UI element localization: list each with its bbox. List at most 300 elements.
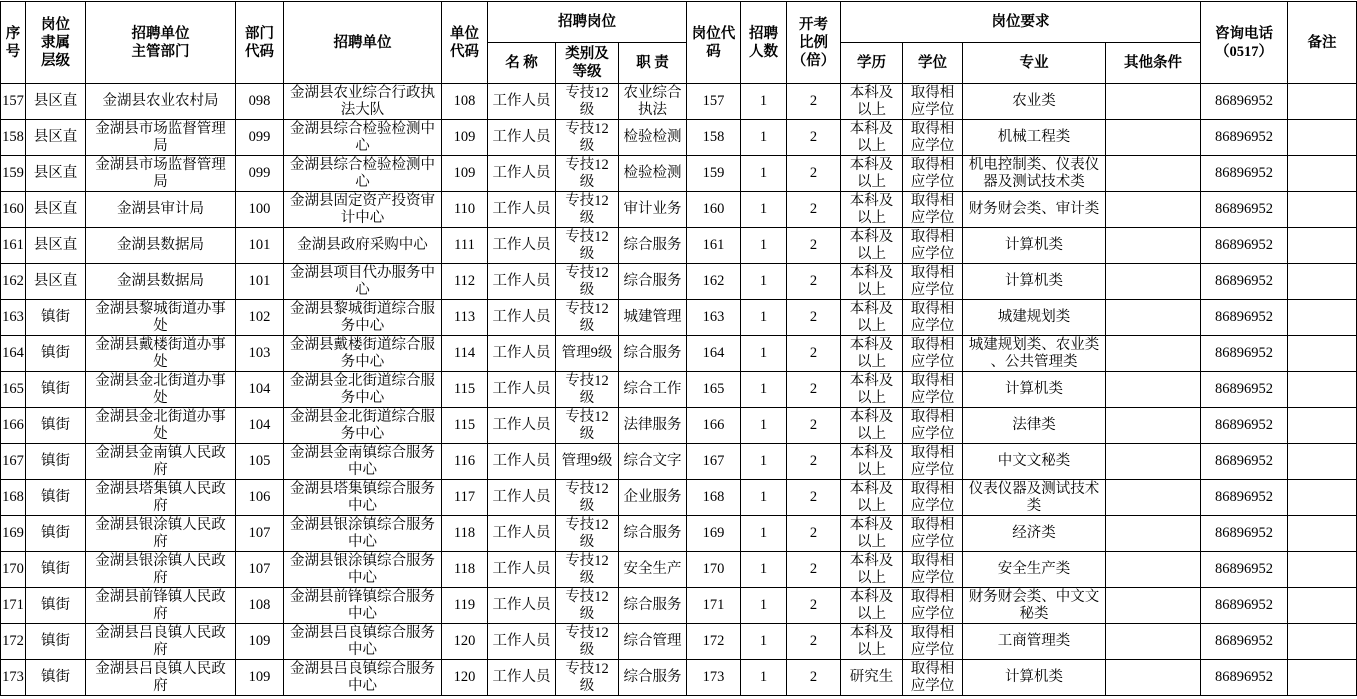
cell-headcount: 1 [741,408,787,444]
cell-degree: 取得相应学位 [903,660,963,696]
cell-other [1106,516,1201,552]
cell-position-code: 173 [687,660,741,696]
cell-headcount: 1 [741,120,787,156]
cell-level: 县区直 [26,228,86,264]
cell-position-name: 工作人员 [488,660,556,696]
cell-other [1106,336,1201,372]
cell-education: 本科及以上 [841,480,903,516]
cell-degree: 取得相应学位 [903,552,963,588]
cell-category: 专技12级 [556,480,619,516]
cell-unit: 金湖县吕良镇综合服务中心 [284,660,442,696]
cell-position-code: 171 [687,588,741,624]
cell-degree: 取得相应学位 [903,372,963,408]
cell-position-code: 162 [687,264,741,300]
cell-position-code: 160 [687,192,741,228]
cell-unit-code: 117 [442,480,488,516]
cell-ratio: 2 [787,516,841,552]
cell-headcount: 1 [741,480,787,516]
cell-major: 计算机类 [963,264,1106,300]
cell-phone: 86896952 [1201,624,1288,660]
cell-seq: 171 [1,588,26,624]
cell-duty: 检验检测 [619,120,687,156]
cell-education: 本科及以上 [841,336,903,372]
cell-headcount: 1 [741,336,787,372]
cell-position-name: 工作人员 [488,408,556,444]
cell-level: 县区直 [26,156,86,192]
cell-duty: 企业服务 [619,480,687,516]
header-position-name: 名 称 [488,43,556,84]
cell-authority: 金湖县数据局 [86,228,236,264]
cell-ratio: 2 [787,228,841,264]
cell-level: 县区直 [26,192,86,228]
cell-major: 财务财会类、中文文秘类 [963,588,1106,624]
cell-category: 专技12级 [556,408,619,444]
cell-level: 镇街 [26,480,86,516]
cell-category: 专技12级 [556,372,619,408]
cell-level: 镇街 [26,336,86,372]
cell-unit-code: 118 [442,516,488,552]
cell-headcount: 1 [741,588,787,624]
cell-authority: 金湖县吕良镇人民政府 [86,624,236,660]
cell-position-code: 157 [687,84,741,120]
cell-unit-code: 118 [442,552,488,588]
cell-other [1106,588,1201,624]
cell-dept-code: 104 [236,408,284,444]
cell-education: 本科及以上 [841,624,903,660]
cell-dept-code: 107 [236,516,284,552]
header-remarks: 备注 [1288,2,1357,84]
cell-position-name: 工作人员 [488,480,556,516]
cell-other [1106,552,1201,588]
cell-position-name: 工作人员 [488,552,556,588]
cell-authority: 金湖县黎城街道办事处 [86,300,236,336]
cell-degree: 取得相应学位 [903,624,963,660]
cell-seq: 167 [1,444,26,480]
cell-dept-code: 105 [236,444,284,480]
cell-degree: 取得相应学位 [903,192,963,228]
cell-dept-code: 109 [236,624,284,660]
cell-degree: 取得相应学位 [903,120,963,156]
cell-remarks [1288,372,1357,408]
cell-phone: 86896952 [1201,516,1288,552]
cell-level: 镇街 [26,444,86,480]
cell-education: 本科及以上 [841,516,903,552]
cell-ratio: 2 [787,552,841,588]
cell-education: 本科及以上 [841,84,903,120]
cell-remarks [1288,336,1357,372]
cell-category: 专技12级 [556,300,619,336]
cell-unit: 金湖县综合检验检测中心 [284,156,442,192]
cell-ratio: 2 [787,372,841,408]
cell-major: 机械工程类 [963,120,1106,156]
cell-seq: 172 [1,624,26,660]
cell-dept-code: 108 [236,588,284,624]
cell-headcount: 1 [741,624,787,660]
cell-position-name: 工作人员 [488,372,556,408]
cell-duty: 城建管理 [619,300,687,336]
cell-major: 工商管理类 [963,624,1106,660]
header-phone: 咨询电话 （0517） [1201,2,1288,84]
cell-major: 农业类 [963,84,1106,120]
cell-remarks [1288,624,1357,660]
cell-level: 县区直 [26,264,86,300]
cell-headcount: 1 [741,660,787,696]
header-ratio: 开考 比例 （倍） [787,2,841,84]
cell-position-code: 170 [687,552,741,588]
cell-position-name: 工作人员 [488,624,556,660]
cell-dept-code: 098 [236,84,284,120]
cell-degree: 取得相应学位 [903,516,963,552]
cell-position-code: 167 [687,444,741,480]
cell-authority: 金湖县市场监督管理局 [86,120,236,156]
cell-education: 本科及以上 [841,300,903,336]
cell-authority: 金湖县前锋镇人民政府 [86,588,236,624]
cell-phone: 86896952 [1201,444,1288,480]
cell-other [1106,480,1201,516]
cell-dept-code: 099 [236,156,284,192]
header-unit: 招聘单位 [284,2,442,84]
cell-dept-code: 109 [236,660,284,696]
cell-level: 镇街 [26,516,86,552]
cell-unit: 金湖县吕良镇综合服务中心 [284,624,442,660]
cell-remarks [1288,516,1357,552]
cell-dept-code: 107 [236,552,284,588]
cell-position-name: 工作人员 [488,264,556,300]
cell-unit: 金湖县综合检验检测中心 [284,120,442,156]
cell-degree: 取得相应学位 [903,408,963,444]
cell-position-name: 工作人员 [488,120,556,156]
cell-phone: 86896952 [1201,84,1288,120]
cell-dept-code: 099 [236,120,284,156]
cell-education: 本科及以上 [841,156,903,192]
cell-major: 法律类 [963,408,1106,444]
cell-category: 专技12级 [556,120,619,156]
cell-ratio: 2 [787,480,841,516]
cell-unit-code: 120 [442,660,488,696]
cell-duty: 综合服务 [619,336,687,372]
cell-unit-code: 111 [442,228,488,264]
cell-headcount: 1 [741,516,787,552]
cell-headcount: 1 [741,372,787,408]
cell-degree: 取得相应学位 [903,300,963,336]
cell-position-code: 159 [687,156,741,192]
cell-duty: 综合服务 [619,588,687,624]
header-position-group: 招聘岗位 [488,2,687,43]
cell-level: 镇街 [26,588,86,624]
cell-unit-code: 114 [442,336,488,372]
cell-duty: 农业综合执法 [619,84,687,120]
cell-seq: 159 [1,156,26,192]
cell-major: 机电控制类、仪表仪器及测试技术类 [963,156,1106,192]
cell-category: 专技12级 [556,516,619,552]
cell-level: 镇街 [26,300,86,336]
cell-phone: 86896952 [1201,480,1288,516]
cell-degree: 取得相应学位 [903,264,963,300]
cell-unit: 金湖县金北街道综合服务中心 [284,408,442,444]
cell-phone: 86896952 [1201,588,1288,624]
cell-remarks [1288,660,1357,696]
cell-ratio: 2 [787,444,841,480]
cell-authority: 金湖县银涂镇人民政府 [86,552,236,588]
cell-position-code: 168 [687,480,741,516]
cell-unit-code: 119 [442,588,488,624]
cell-remarks [1288,300,1357,336]
cell-other [1106,120,1201,156]
cell-education: 本科及以上 [841,408,903,444]
cell-dept-code: 106 [236,480,284,516]
cell-other [1106,300,1201,336]
cell-education: 本科及以上 [841,228,903,264]
cell-other [1106,156,1201,192]
cell-unit: 金湖县前锋镇综合服务中心 [284,588,442,624]
cell-seq: 162 [1,264,26,300]
recruitment-table [0,1,1357,696]
cell-unit: 金湖县黎城街道综合服务中心 [284,300,442,336]
cell-remarks [1288,84,1357,120]
cell-other [1106,264,1201,300]
cell-headcount: 1 [741,444,787,480]
cell-duty: 法律服务 [619,408,687,444]
cell-seq: 164 [1,336,26,372]
cell-ratio: 2 [787,336,841,372]
cell-remarks [1288,192,1357,228]
cell-unit: 金湖县金北街道综合服务中心 [284,372,442,408]
cell-phone: 86896952 [1201,552,1288,588]
cell-seq: 166 [1,408,26,444]
cell-education: 本科及以上 [841,264,903,300]
cell-remarks [1288,408,1357,444]
cell-seq: 173 [1,660,26,696]
cell-headcount: 1 [741,552,787,588]
cell-headcount: 1 [741,84,787,120]
cell-major: 中文文秘类 [963,444,1106,480]
cell-dept-code: 103 [236,336,284,372]
cell-ratio: 2 [787,588,841,624]
header-duty: 职 责 [619,43,687,84]
cell-unit: 金湖县固定资产投资审计中心 [284,192,442,228]
cell-headcount: 1 [741,228,787,264]
cell-ratio: 2 [787,156,841,192]
cell-dept-code: 104 [236,372,284,408]
cell-remarks [1288,120,1357,156]
cell-authority: 金湖县塔集镇人民政府 [86,480,236,516]
cell-category: 专技12级 [556,228,619,264]
cell-ratio: 2 [787,408,841,444]
cell-other [1106,444,1201,480]
cell-ratio: 2 [787,192,841,228]
cell-unit: 金湖县戴楼街道综合服务中心 [284,336,442,372]
cell-position-name: 工作人员 [488,588,556,624]
cell-authority: 金湖县金北街道办事处 [86,408,236,444]
cell-other [1106,408,1201,444]
cell-position-name: 工作人员 [488,84,556,120]
cell-authority: 金湖县吕良镇人民政府 [86,660,236,696]
cell-duty: 综合工作 [619,372,687,408]
cell-category: 专技12级 [556,264,619,300]
header-category: 类别及 等级 [556,43,619,84]
cell-phone: 86896952 [1201,372,1288,408]
cell-major: 安全生产类 [963,552,1106,588]
cell-unit-code: 112 [442,264,488,300]
cell-ratio: 2 [787,660,841,696]
cell-seq: 160 [1,192,26,228]
header-unit-code: 单位 代码 [442,2,488,84]
cell-unit-code: 109 [442,156,488,192]
cell-authority: 金湖县市场监督管理局 [86,156,236,192]
cell-education: 本科及以上 [841,588,903,624]
cell-level: 镇街 [26,624,86,660]
cell-seq: 170 [1,552,26,588]
cell-degree: 取得相应学位 [903,480,963,516]
cell-duty: 综合服务 [619,264,687,300]
cell-major: 仪表仪器及测试技术类 [963,480,1106,516]
cell-level: 镇街 [26,660,86,696]
cell-phone: 86896952 [1201,120,1288,156]
cell-category: 专技12级 [556,192,619,228]
cell-major: 经济类 [963,516,1106,552]
header-dept-code: 部门 代码 [236,2,284,84]
cell-authority: 金湖县金北街道办事处 [86,372,236,408]
cell-major: 财务财会类、审计类 [963,192,1106,228]
cell-dept-code: 101 [236,228,284,264]
cell-phone: 86896952 [1201,660,1288,696]
cell-duty: 综合服务 [619,516,687,552]
cell-category: 专技12级 [556,84,619,120]
cell-ratio: 2 [787,264,841,300]
cell-phone: 86896952 [1201,228,1288,264]
cell-ratio: 2 [787,120,841,156]
cell-position-code: 161 [687,228,741,264]
cell-position-name: 工作人员 [488,300,556,336]
cell-duty: 综合管理 [619,624,687,660]
cell-category: 管理9级 [556,444,619,480]
cell-headcount: 1 [741,264,787,300]
cell-phone: 86896952 [1201,336,1288,372]
cell-phone: 86896952 [1201,192,1288,228]
cell-ratio: 2 [787,624,841,660]
cell-unit-code: 108 [442,84,488,120]
cell-authority: 金湖县金南镇人民政府 [86,444,236,480]
cell-ratio: 2 [787,84,841,120]
cell-headcount: 1 [741,192,787,228]
cell-education: 本科及以上 [841,552,903,588]
header-seq: 序 号 [1,2,26,84]
cell-remarks [1288,264,1357,300]
cell-position-code: 169 [687,516,741,552]
cell-unit: 金湖县农业综合行政执法大队 [284,84,442,120]
cell-seq: 169 [1,516,26,552]
cell-authority: 金湖县审计局 [86,192,236,228]
cell-other [1106,192,1201,228]
cell-major: 计算机类 [963,660,1106,696]
cell-duty: 安全生产 [619,552,687,588]
cell-authority: 金湖县数据局 [86,264,236,300]
cell-position-code: 172 [687,624,741,660]
cell-level: 县区直 [26,84,86,120]
header-requirements-group: 岗位要求 [841,2,1201,43]
cell-degree: 取得相应学位 [903,84,963,120]
cell-unit-code: 115 [442,408,488,444]
cell-remarks [1288,444,1357,480]
cell-position-name: 工作人员 [488,336,556,372]
cell-phone: 86896952 [1201,408,1288,444]
cell-position-code: 164 [687,336,741,372]
cell-education: 本科及以上 [841,444,903,480]
cell-duty: 综合服务 [619,660,687,696]
cell-unit-code: 120 [442,624,488,660]
cell-unit-code: 115 [442,372,488,408]
cell-unit: 金湖县塔集镇综合服务中心 [284,480,442,516]
header-authority: 招聘单位 主管部门 [86,2,236,84]
cell-remarks [1288,588,1357,624]
cell-category: 专技12级 [556,552,619,588]
cell-position-code: 158 [687,120,741,156]
header-headcount: 招聘 人数 [741,2,787,84]
cell-unit: 金湖县政府采购中心 [284,228,442,264]
header-other: 其他条件 [1106,43,1201,84]
cell-unit: 金湖县项目代办服务中心 [284,264,442,300]
cell-headcount: 1 [741,300,787,336]
cell-level: 镇街 [26,372,86,408]
cell-authority: 金湖县银涂镇人民政府 [86,516,236,552]
cell-duty: 综合服务 [619,228,687,264]
cell-remarks [1288,228,1357,264]
cell-duty: 综合文字 [619,444,687,480]
cell-remarks [1288,480,1357,516]
cell-category: 专技12级 [556,156,619,192]
cell-seq: 163 [1,300,26,336]
cell-position-code: 165 [687,372,741,408]
cell-remarks [1288,552,1357,588]
cell-degree: 取得相应学位 [903,588,963,624]
cell-other [1106,228,1201,264]
cell-remarks [1288,156,1357,192]
cell-seq: 158 [1,120,26,156]
cell-seq: 161 [1,228,26,264]
cell-phone: 86896952 [1201,156,1288,192]
cell-level: 县区直 [26,120,86,156]
cell-position-name: 工作人员 [488,444,556,480]
cell-degree: 取得相应学位 [903,228,963,264]
cell-dept-code: 101 [236,264,284,300]
cell-degree: 取得相应学位 [903,156,963,192]
cell-degree: 取得相应学位 [903,444,963,480]
cell-position-name: 工作人员 [488,516,556,552]
cell-education: 研究生 [841,660,903,696]
cell-other [1106,84,1201,120]
cell-education: 本科及以上 [841,192,903,228]
cell-seq: 157 [1,84,26,120]
cell-other [1106,624,1201,660]
cell-position-name: 工作人员 [488,192,556,228]
cell-education: 本科及以上 [841,120,903,156]
cell-major: 计算机类 [963,372,1106,408]
cell-headcount: 1 [741,156,787,192]
cell-unit-code: 113 [442,300,488,336]
cell-education: 本科及以上 [841,372,903,408]
cell-degree: 取得相应学位 [903,336,963,372]
cell-unit-code: 116 [442,444,488,480]
cell-unit-code: 110 [442,192,488,228]
cell-other [1106,660,1201,696]
cell-unit: 金湖县银涂镇综合服务中心 [284,516,442,552]
cell-level: 镇街 [26,408,86,444]
header-major: 专业 [963,43,1106,84]
cell-seq: 165 [1,372,26,408]
cell-level: 镇街 [26,552,86,588]
cell-unit: 金湖县金南镇综合服务中心 [284,444,442,480]
cell-unit: 金湖县银涂镇综合服务中心 [284,552,442,588]
